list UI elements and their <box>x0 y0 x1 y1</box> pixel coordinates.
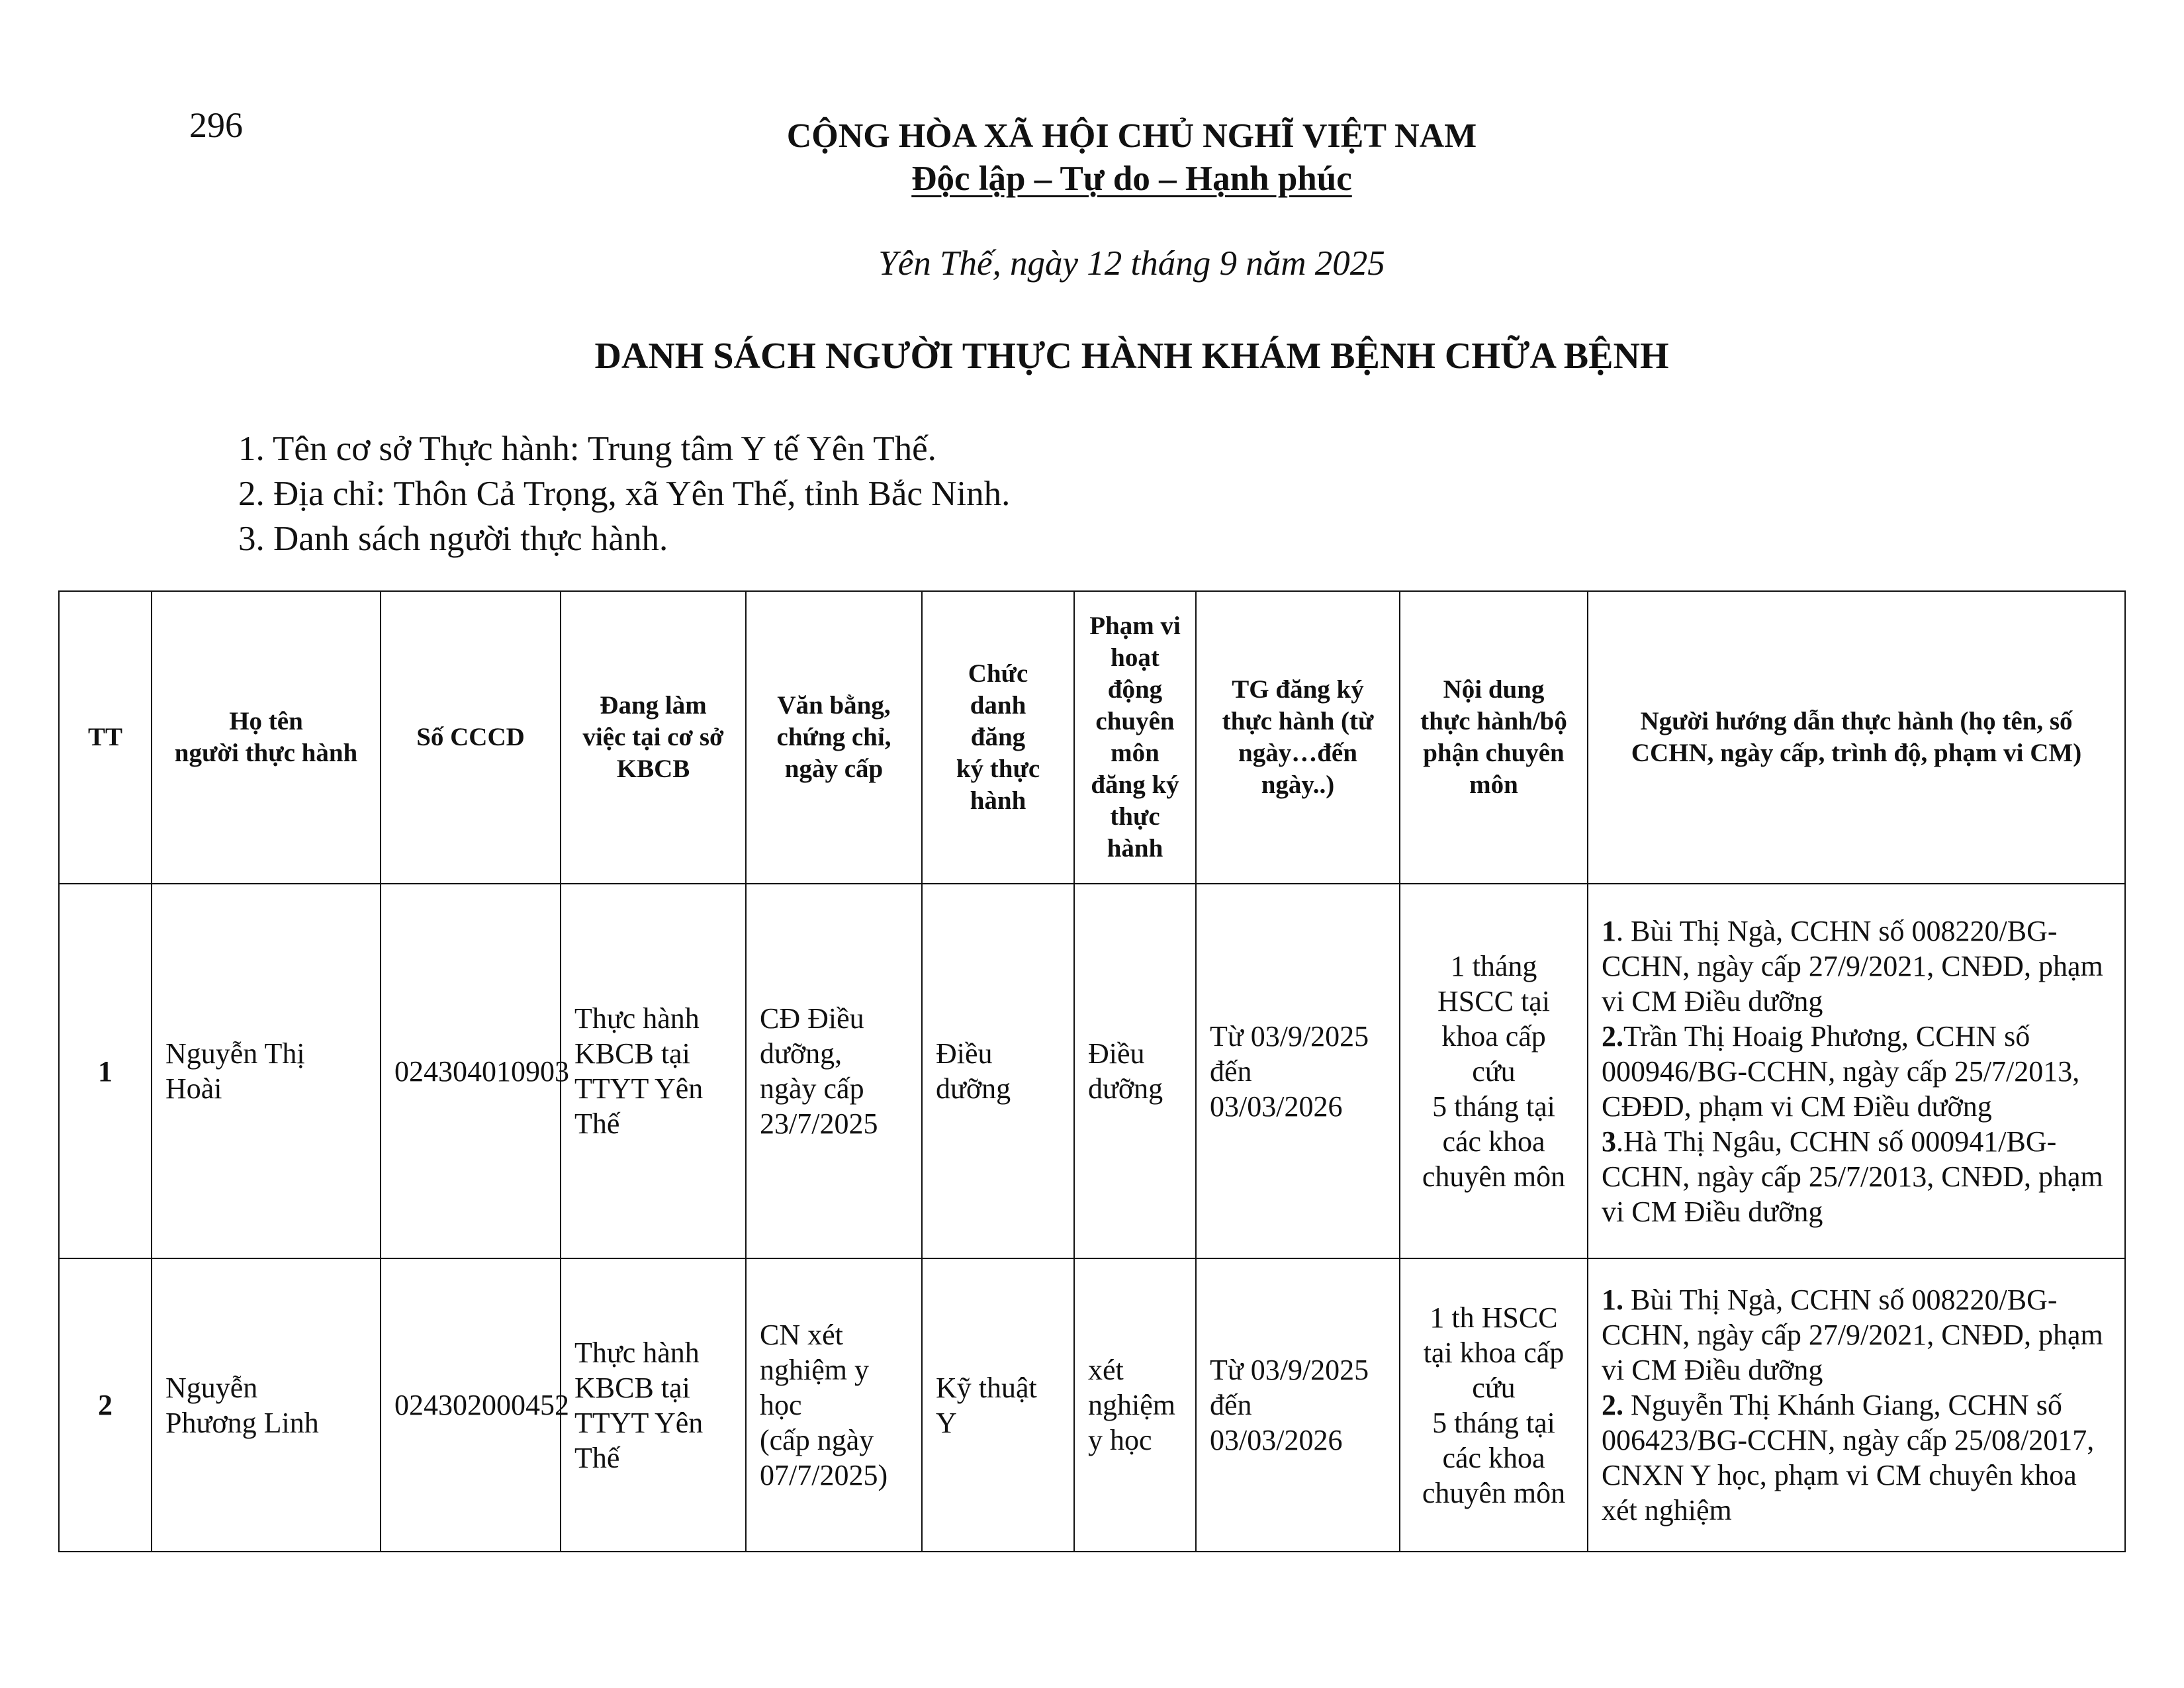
row-workplace: Thực hành KBCB tại TTYT Yên Thế <box>561 1258 746 1552</box>
header-content: Nội dung thực hành/bộ phận chuyên môn <box>1400 591 1588 884</box>
row-degree: CĐ Điều dưỡng, ngày cấp 23/7/2025 <box>746 884 922 1258</box>
row-tt: 1 <box>59 884 152 1258</box>
guide-number: 2. <box>1602 1389 1623 1421</box>
row-scope: xét nghiệm y học <box>1074 1258 1196 1552</box>
header-name: Họ tên người thực hành <box>152 591 381 884</box>
header-workplace: Đang làm việc tại cơ sở KBCB <box>561 591 746 884</box>
info-address: 2. Địa chỉ: Thôn Cả Trọng, xã Yên Thế, tỉnh Bắc Ninh. <box>238 475 1011 513</box>
header-guide: Người hướng dẫn thực hành (họ tên, số CCHN, ngày cấp, trình độ, phạm vi CM) <box>1588 591 2125 884</box>
row-guides <box>1588 1258 2125 1552</box>
row-cccd: 024304010903 <box>381 884 561 1258</box>
guide-entry <box>1602 1387 2111 1528</box>
guide-text: . Bùi Thị Ngà, CCHN số 008220/BG-CCHN, ngày cấp 27/9/2021, CNĐD, phạm vi CM Điều dưỡng <box>1602 914 2103 1017</box>
row-period: Từ 03/9/2025 đến 03/03/2026 <box>1196 884 1400 1258</box>
document-date: Yên Thế, ngày 12 tháng 9 năm 2025 <box>878 244 1385 283</box>
table-header-row <box>59 591 2125 884</box>
row-name: Nguyễn Phương Linh <box>152 1258 381 1552</box>
header-tt: TT <box>59 591 152 884</box>
header-cccd: Số CCCD <box>381 591 561 884</box>
guide-entry <box>1602 1282 2111 1387</box>
guide-entry <box>1602 914 2111 1019</box>
row-position: Kỹ thuật Y <box>922 1258 1074 1552</box>
row-tt: 2 <box>59 1258 152 1552</box>
header-period: TG đăng ký thực hành (từ ngày…đến ngày..) <box>1196 591 1400 884</box>
table-row <box>59 1258 2125 1552</box>
guide-number: 2. <box>1602 1019 1623 1053</box>
row-position: Điều dưỡng <box>922 884 1074 1258</box>
row-scope: Điều dưỡng <box>1074 884 1196 1258</box>
table-row <box>59 884 2125 1258</box>
header-scope: Phạm vi hoạt động chuyên môn đăng ký thực hành <box>1074 591 1196 884</box>
document-title: DANH SÁCH NGƯỜI THỰC HÀNH KHÁM BỆNH CHỮA BỆNH <box>594 336 1669 377</box>
guide-number: 3 <box>1602 1125 1616 1158</box>
info-list-label: 3. Danh sách người thực hành. <box>238 520 668 558</box>
header-degree: Văn bằng, chứng chỉ, ngày cấp <box>746 591 922 884</box>
guide-entry <box>1602 1124 2111 1229</box>
guide-number: 1 <box>1602 914 1616 947</box>
row-period: Từ 03/9/2025 đến 03/03/2026 <box>1196 1258 1400 1552</box>
national-title: CỘNG HÒA XÃ HỘI CHỦ NGHĨ VIỆT NAM <box>786 117 1477 155</box>
guide-number: 1. <box>1602 1284 1623 1316</box>
header-position: Chức danh đăng ký thực hành <box>922 591 1074 884</box>
row-name: Nguyễn Thị Hoài <box>152 884 381 1258</box>
row-guides <box>1588 884 2125 1258</box>
row-content: 1 th HSCC tại khoa cấp cứu 5 tháng tại các khoa chuyên môn <box>1400 1258 1588 1552</box>
row-content: 1 tháng HSCC tại khoa cấp cứu 5 tháng tại các khoa chuyên môn <box>1400 884 1588 1258</box>
national-motto: Độc lập – Tự do – Hạnh phúc <box>911 160 1352 198</box>
guide-entry <box>1602 1019 2111 1124</box>
guide-text: Bùi Thị Ngà, CCHN số 008220/BG-CCHN, ngày cấp 27/9/2021, CNĐD, phạm vi CM Điều dưỡng <box>1602 1284 2103 1386</box>
guide-text: Trần Thị Hoaig Phương, CCHN số 000946/BG-CCHN, ngày cấp 25/7/2013, CĐĐD, phạm vi CM Điều dưỡng <box>1602 1019 2080 1123</box>
guide-text: .Hà Thị Ngâu, CCHN số 000941/BG-CCHN, ngày cấp 25/7/2013, CNĐD, phạm vi CM Điều dưỡng <box>1602 1125 2103 1228</box>
row-degree: CN xét nghiệm y học (cấp ngày 07/7/2025) <box>746 1258 922 1552</box>
page-number: 296 <box>189 105 243 145</box>
practitioner-table <box>58 590 2126 1552</box>
guide-text: Nguyễn Thị Khánh Giang, CCHN số 006423/BG-CCHN, ngày cấp 25/08/2017, CNXN Y học, phạm vi CM chuyên khoa xét nghiệm <box>1602 1389 2095 1526</box>
info-facility: 1. Tên cơ sở Thực hành: Trung tâm Y tế Yên Thế. <box>238 430 936 468</box>
row-workplace: Thực hành KBCB tại TTYT Yên Thế <box>561 884 746 1258</box>
row-cccd: 024302000452 <box>381 1258 561 1552</box>
